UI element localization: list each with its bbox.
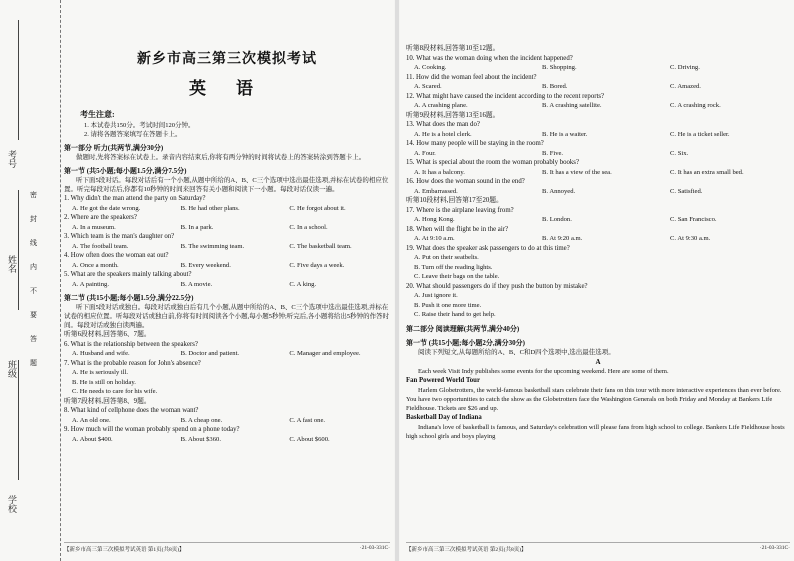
footer-code: ·21-03-331C· bbox=[759, 545, 790, 551]
footer-label: 【新乡市高三第三次模拟考试英语 第1页(共8页)】 bbox=[64, 547, 185, 553]
margin-line bbox=[18, 20, 19, 140]
option: C. Five days a week. bbox=[289, 261, 345, 269]
option: A. Put on their seatbelts. bbox=[414, 254, 479, 261]
seal-char: 答 bbox=[30, 335, 37, 343]
option: B. He is a waiter. bbox=[542, 130, 588, 138]
option: B. London. bbox=[542, 216, 572, 223]
option: C. He is a ticket seller. bbox=[670, 130, 730, 138]
option: B. A cheap one. bbox=[180, 416, 223, 424]
question-stem: 12. What might have caused the incident according to the recent reports? bbox=[406, 92, 605, 100]
page-footer bbox=[406, 542, 790, 553]
right-page bbox=[400, 0, 794, 561]
question-stem: 5. What are the speakers mainly talking about? bbox=[64, 271, 192, 278]
option: B. Every weekend. bbox=[180, 261, 231, 269]
option: A. At 9:10 a.m. bbox=[414, 235, 455, 242]
question-stem: 15. What is special about the room the woman probably books? bbox=[406, 159, 579, 166]
option: B. In a park. bbox=[180, 223, 214, 231]
part2-section1-title: 第一节 (共15小题;每小题2分,满分30分) bbox=[406, 338, 525, 347]
margin-line bbox=[18, 360, 19, 480]
passage-paragraph: Indiana's love of basketball is famous, and Saturday's celebration will please fans from high school to college. Bankers Life Fieldhouse hosts high school girls and boys playing bbox=[406, 423, 785, 440]
option: A. In a museum. bbox=[72, 223, 116, 231]
option: A. Once a month. bbox=[72, 261, 119, 269]
option: C. Leave their bags on the table. bbox=[414, 273, 500, 280]
option: A. He got the date wrong. bbox=[72, 204, 141, 212]
option: A. An old one. bbox=[72, 416, 111, 424]
question-stem: 10. What was the woman doing when the incident happened? bbox=[406, 54, 573, 62]
option: A. Embarrassed. bbox=[414, 187, 458, 195]
seal-char: 要 bbox=[30, 311, 37, 319]
option: B. The swimming team. bbox=[180, 242, 245, 250]
option: C. Amazed. bbox=[670, 83, 701, 90]
question-stem: 19. What does the speaker ask passengers to do at this time? bbox=[406, 244, 570, 252]
dialogue-instruction: 听第7段材料,回答第8、9题。 bbox=[64, 397, 151, 405]
footer-code: ·21-03-331C· bbox=[359, 545, 390, 551]
question-stem: 11. How did the woman feel about the incident? bbox=[406, 73, 537, 81]
option: A. The football team. bbox=[72, 242, 129, 250]
option: C. The basketball team. bbox=[289, 242, 352, 250]
margin-line bbox=[18, 190, 19, 310]
option: A. He is a hotel clerk. bbox=[414, 130, 472, 138]
option: B. Bored. bbox=[542, 83, 568, 90]
question-stem: 2. Where are the speakers? bbox=[64, 214, 137, 221]
exam-title: 新乡市高三第三次模拟考试 bbox=[137, 51, 317, 67]
section1-title: 第一节 (共5小题;每小题1.5分,满分7.5分) bbox=[64, 167, 187, 175]
option: C. In a school. bbox=[289, 223, 328, 231]
option: B. Five. bbox=[542, 149, 564, 157]
right-content bbox=[406, 44, 790, 441]
dialogue-instruction: 听第9段材料,回答第13至16题。 bbox=[406, 111, 500, 119]
option: C. He needs to care for his wife. bbox=[72, 388, 158, 395]
option: A. Four. bbox=[414, 149, 436, 157]
option: C. San Francisco. bbox=[670, 216, 717, 223]
question-stem: 7. What is the probable reason for John's absence? bbox=[64, 359, 201, 367]
seal-char: 线 bbox=[30, 239, 37, 247]
page-footer bbox=[64, 542, 390, 553]
option: C. Satisfied. bbox=[670, 187, 703, 195]
question-stem: 8. What kind of cellphone does the woman want? bbox=[64, 407, 199, 414]
option: A. Scared. bbox=[414, 83, 442, 90]
question-stem: 9. How much will the woman probably spend on a phone today? bbox=[64, 426, 240, 433]
part1-title: 第一部分 听力(共两节,满分30分) bbox=[64, 144, 164, 152]
option: B. Push it one more time. bbox=[414, 301, 482, 309]
question-stem: 17. Where is the airplane leaving from? bbox=[406, 206, 514, 214]
passage-subheading: Basketball Day of Indiana bbox=[406, 413, 482, 421]
option: A. Hong Kong. bbox=[414, 216, 455, 223]
passage-letter: A bbox=[595, 357, 601, 366]
option: B. About $360. bbox=[180, 435, 221, 443]
seal-char: 密 bbox=[30, 191, 37, 199]
option: A. Cooking. bbox=[414, 64, 447, 71]
part2-title: 第二部分 阅读理解(共两节,满分40分) bbox=[406, 324, 520, 333]
option: A. A painting. bbox=[72, 280, 109, 288]
passage-subheading: Fan Powered World Tour bbox=[406, 376, 480, 384]
part1-intro: 做题时,先将答案标在试卷上。录音内容结束后,你将有两分钟的时间将试卷上的答案转涂到答题卡上。 bbox=[76, 154, 366, 161]
seal-char: 封 bbox=[30, 215, 37, 223]
option: C. It has an extra small bed. bbox=[670, 168, 744, 176]
option: C. Manager and employee. bbox=[289, 350, 361, 357]
dialogue-instruction: 听第10段材料,回答第17至20题。 bbox=[406, 197, 503, 204]
seal-line-text bbox=[30, 190, 42, 440]
option: C. A crashing rock. bbox=[670, 102, 721, 109]
class-label: 班级 bbox=[7, 360, 17, 378]
question-stem: 16. How does the woman sound in the end? bbox=[406, 178, 525, 185]
page-fold bbox=[395, 0, 399, 561]
section1-intro: 听下面5段对话。每段对话后有一个小题,从题中所给的A、B、C三个选项中选出最佳选项,并标在试卷的相应位置。听完每段对话后,你都有10秒钟的时间来回答有关小题和阅读下一小题。每段对话仅读一遍。 bbox=[64, 177, 389, 193]
name-label: 姓名 bbox=[7, 255, 17, 273]
question-stem: 14. How many people will be staying in the room? bbox=[406, 140, 544, 147]
part2-intro: 阅读下列短文,从每题所给的A、B、C和D四个选项中,选出最佳选项。 bbox=[418, 348, 615, 356]
option: A. Husband and wife. bbox=[72, 350, 130, 357]
option: B. It has a view of the sea. bbox=[542, 168, 612, 176]
exam-no-label: 考号 bbox=[7, 150, 17, 168]
option: B. He had other plans. bbox=[180, 204, 240, 212]
school-label: 学校 bbox=[7, 495, 17, 513]
option: A. It has a balcony. bbox=[414, 168, 465, 176]
question-stem: 20. What should passengers do if they push the button by mistake? bbox=[406, 282, 588, 290]
option: C. Driving. bbox=[670, 64, 700, 71]
option: B. At 9:20 a.m. bbox=[542, 235, 583, 242]
option: B. A crashing satellite. bbox=[542, 102, 602, 109]
question-stem: 6. What is the relationship between the speakers? bbox=[64, 340, 198, 348]
option: B. Annoyed. bbox=[542, 187, 576, 195]
option: A. He is seriously ill. bbox=[72, 369, 129, 376]
question-stem: 3. Which team is the man's daughter on? bbox=[64, 233, 175, 240]
section2-title: 第二节 (共15小题;每小题1.5分,满分22.5分) bbox=[64, 294, 194, 302]
option: C. He forgot about it. bbox=[289, 204, 346, 212]
notice-heading: 考生注意: bbox=[80, 110, 115, 119]
question-stem: 18. When will the flight be in the air? bbox=[406, 225, 508, 233]
passage-paragraph: Each week Visit Indy publishes some events for the upcoming weekend. Here are some of them. bbox=[418, 367, 669, 375]
binding-margin bbox=[0, 0, 61, 561]
option: B. He is still on holiday. bbox=[72, 378, 136, 386]
dialogue-instruction: 听第8段材料,回答第10至12题。 bbox=[406, 45, 500, 52]
subject-title: 英 语 bbox=[189, 79, 265, 99]
option: A. About $400. bbox=[72, 435, 113, 443]
left-content bbox=[64, 44, 390, 444]
option: A. A crashing plane. bbox=[414, 102, 468, 109]
dialogue-instruction: 听第6段材料,回答第6、7题。 bbox=[64, 331, 151, 338]
seal-char: 内 bbox=[30, 263, 37, 271]
seal-char: 不 bbox=[30, 287, 37, 295]
section2-intro: 听下面5段对话或独白。每段对话或独白后有几个小题,从题中所给的A、B、C三个选项中选出最佳选项,并标在试卷的相应位置。听每段对话或独白前,你将有时间阅读各个小题,每小题5秒钟;听完后,各小题将给出5秒钟的作答时间。每段对话或独白读两遍。 bbox=[64, 304, 390, 329]
option: B. Shopping. bbox=[542, 64, 577, 71]
option: B. Turn off the reading lights. bbox=[414, 263, 493, 271]
option: A. Just ignore it. bbox=[414, 292, 458, 299]
option: C. Raise their hand to get help. bbox=[414, 311, 496, 318]
option: B. A movie. bbox=[180, 280, 213, 288]
left-page bbox=[0, 0, 394, 561]
notice-item: 1. 本试卷共150分。考试时间120分钟。 bbox=[84, 122, 195, 129]
option: C. About $600. bbox=[289, 435, 330, 443]
question-block bbox=[64, 194, 390, 289]
footer-label: 【新乡市高三第三次模拟考试英语 第2页(共8页)】 bbox=[406, 547, 527, 553]
question-stem: 1. Why didn't the man attend the party on Saturday? bbox=[64, 195, 206, 202]
passage-paragraph: Harlem Globetrotters, the world-famous basketball stars celebrate their fans on this tour with more interactive experiences than ever before. You have two opportunities to catch the show as the Globetrotters face the Washington Generals on both Friday and Monday at Bankers Life Fieldhouse. Tickets are $26 and up. bbox=[406, 386, 782, 412]
option: B. Doctor and patient. bbox=[180, 350, 240, 357]
seal-char: 题 bbox=[30, 359, 37, 367]
question-stem: 13. What does the man do? bbox=[406, 121, 480, 128]
option: C. At 9:30 a.m. bbox=[670, 235, 711, 242]
option: C. A king. bbox=[289, 280, 317, 288]
notice-item: 2. 请将各题答案填写在答题卡上。 bbox=[84, 131, 182, 138]
option: C. A fast one. bbox=[289, 416, 326, 424]
option: C. Six. bbox=[670, 149, 689, 157]
question-stem: 4. How often does the woman eat out? bbox=[64, 252, 169, 259]
